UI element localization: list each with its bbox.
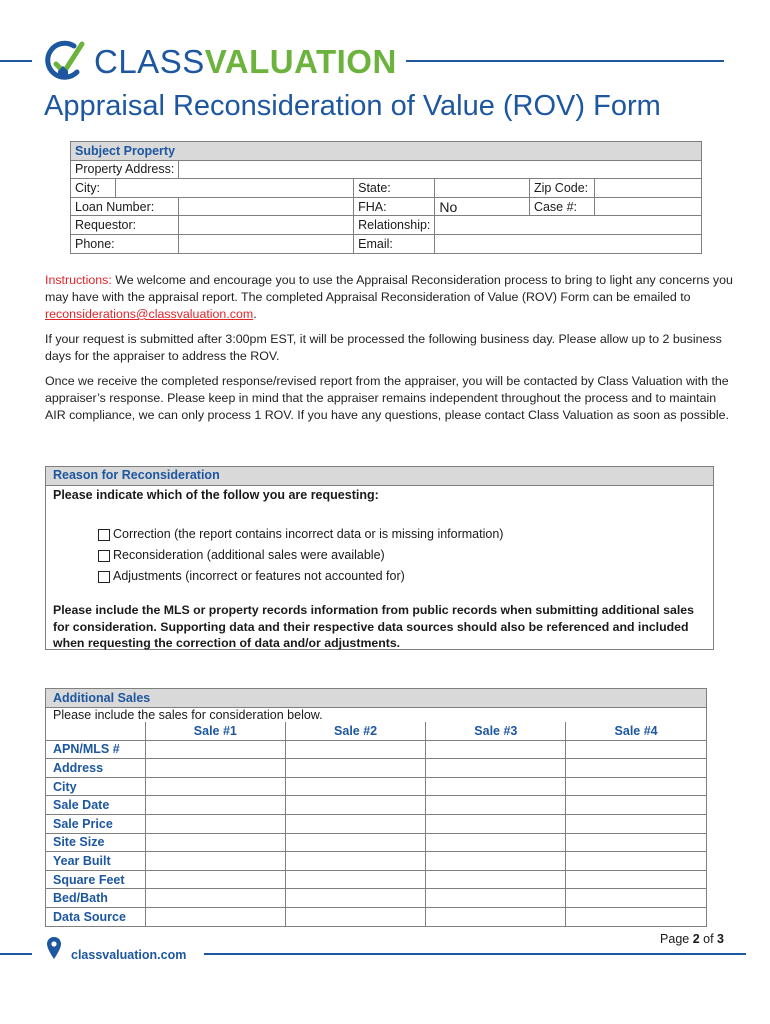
page-number (660, 932, 724, 946)
table-row (46, 777, 707, 796)
requestor-field[interactable] (179, 216, 354, 235)
table-row (46, 740, 707, 759)
relationship-label: Relationship: (354, 216, 435, 235)
table-cell[interactable] (566, 833, 707, 852)
instructions-paragraph-2: If your request is submitted after 3:00pm EST, it will be processed the following business day. Please allow up to 2 business days for the appraiser to address the ROV. (45, 332, 722, 363)
table-cell[interactable] (145, 889, 285, 908)
sale-1-header: Sale #1 (145, 722, 285, 741)
table-cell[interactable] (426, 870, 566, 889)
correction-checkbox[interactable] (98, 529, 110, 541)
row-site-size-label: Site Size (46, 833, 146, 852)
table-cell[interactable] (285, 908, 426, 927)
table-cell[interactable] (145, 833, 285, 852)
logo-class-text: CLASS (94, 42, 205, 80)
table-cell[interactable] (285, 740, 426, 759)
table-cell[interactable] (426, 908, 566, 927)
state-field[interactable] (435, 179, 530, 198)
sales-column-header-row (46, 722, 707, 741)
table-cell[interactable] (145, 852, 285, 871)
option-reconsideration[interactable] (98, 545, 503, 566)
sale-3-header: Sale #3 (426, 722, 566, 741)
additional-sales-heading: Additional Sales (46, 689, 707, 708)
requestor-label: Requestor: (71, 216, 179, 235)
row-bed-bath-label: Bed/Bath (46, 889, 146, 908)
table-cell[interactable] (566, 889, 707, 908)
page-of: of (699, 932, 718, 946)
instructions-paragraph-3: Once we receive the completed response/revised report from the appraiser, you will be contacted by Class Valuation with the appraiser’s response. Please keep in mind that the appraiser remains independent throughout the process and to maintain AIR compliance, we can only process 1 ROV. If you have any questions, please contact Class Valuation as soon as possible. (45, 374, 729, 422)
table-row (46, 908, 707, 927)
reconsiderations-email-link[interactable]: reconsiderations@classvaluation.com (45, 307, 254, 321)
table-row (46, 759, 707, 778)
page-footer (0, 930, 770, 970)
row-address-label: Address (46, 759, 146, 778)
footer-rule-left (0, 953, 32, 955)
table-cell[interactable] (145, 759, 285, 778)
city-label: City: (71, 179, 116, 198)
sale-4-header: Sale #4 (566, 722, 707, 741)
zip-label: Zip Code: (529, 179, 594, 198)
table-cell[interactable] (285, 833, 426, 852)
table-cell[interactable] (285, 796, 426, 815)
table-row (46, 889, 707, 908)
table-cell[interactable] (285, 889, 426, 908)
table-cell[interactable] (285, 852, 426, 871)
phone-label: Phone: (71, 234, 179, 253)
table-cell[interactable] (426, 740, 566, 759)
footer-rule-right (204, 953, 746, 955)
zip-field[interactable] (594, 179, 701, 198)
table-row (46, 815, 707, 834)
email-field[interactable] (435, 234, 702, 253)
reason-question: Please indicate which of the follow you are requesting: (53, 488, 379, 502)
class-valuation-logo (44, 36, 397, 86)
instructions-text: We welcome and encourage you to use the Appraisal Reconsideration process to bring to light any concerns you may have with the appraisal report. The completed Appraisal Reconsideration of Value (ROV) Form can be emailed to (45, 273, 733, 304)
page-prefix: Page (660, 932, 693, 946)
row-square-feet-label: Square Feet (46, 870, 146, 889)
header-rule-right (406, 60, 724, 62)
logo-wordmark (94, 42, 397, 80)
table-cell[interactable] (145, 815, 285, 834)
option-correction[interactable] (98, 524, 503, 545)
table-cell[interactable] (566, 870, 707, 889)
table-cell[interactable] (566, 796, 707, 815)
table-row (46, 796, 707, 815)
table-cell[interactable] (566, 908, 707, 927)
table-cell[interactable] (426, 777, 566, 796)
table-row (46, 833, 707, 852)
instructions-section (45, 272, 735, 432)
reason-section (45, 466, 714, 650)
row-apn-label: APN/MLS # (46, 740, 146, 759)
sale-2-header: Sale #2 (285, 722, 426, 741)
logo-valuation-text: VALUATION (204, 42, 397, 80)
logo-mark-icon (44, 38, 88, 84)
loan-number-label: Loan Number: (71, 197, 179, 216)
instructions-label: Instructions: (45, 273, 112, 287)
page-title: Appraisal Reconsideration of Value (ROV) Form (44, 90, 661, 122)
page-total: 3 (717, 932, 724, 946)
page-header (0, 36, 770, 86)
table-cell[interactable] (285, 759, 426, 778)
state-label: State: (354, 179, 435, 198)
additional-sales-subtitle: Please include the sales for consideration below. (46, 707, 707, 722)
table-cell[interactable] (566, 777, 707, 796)
reconsideration-checkbox[interactable] (98, 550, 110, 562)
row-sale-date-label: Sale Date (46, 796, 146, 815)
table-cell[interactable] (566, 740, 707, 759)
table-cell[interactable] (566, 852, 707, 871)
reason-heading: Reason for Reconsideration (46, 467, 713, 486)
subject-property-heading: Subject Property (71, 142, 702, 161)
instructions-paragraph-1 (45, 272, 735, 323)
subject-property-table (70, 141, 702, 254)
table-row (46, 852, 707, 871)
row-city-label: City (46, 777, 146, 796)
adjustments-checkbox[interactable] (98, 571, 110, 583)
table-cell[interactable] (426, 852, 566, 871)
table-cell[interactable] (145, 908, 285, 927)
page-current: 2 (692, 932, 700, 946)
property-address-field[interactable] (179, 160, 702, 179)
option-adjustments-label: Adjustments (incorrect or features not accounted for) (113, 569, 405, 583)
fha-field[interactable]: No (435, 197, 530, 216)
table-cell[interactable] (145, 777, 285, 796)
table-cell[interactable] (426, 815, 566, 834)
table-cell[interactable] (145, 796, 285, 815)
table-cell[interactable] (426, 759, 566, 778)
email-label: Email: (354, 234, 435, 253)
option-correction-label: Correction (the report contains incorrect data or is missing information) (113, 527, 504, 541)
relationship-field[interactable] (435, 216, 702, 235)
property-address-label: Property Address: (71, 160, 179, 179)
website-link[interactable]: classvaluation.com (71, 948, 187, 962)
case-field[interactable] (594, 197, 701, 216)
sales-corner-cell (46, 722, 146, 741)
row-data-source-label: Data Source (46, 908, 146, 927)
table-cell[interactable] (285, 815, 426, 834)
table-row (46, 870, 707, 889)
option-adjustments[interactable] (98, 566, 503, 587)
phone-field[interactable] (179, 234, 354, 253)
table-cell[interactable] (426, 796, 566, 815)
option-reconsideration-label: Reconsideration (additional sales were available) (113, 548, 385, 562)
table-cell[interactable] (426, 889, 566, 908)
row-year-built-label: Year Built (46, 852, 146, 871)
fha-label: FHA: (354, 197, 435, 216)
table-cell[interactable] (566, 759, 707, 778)
city-field[interactable] (116, 179, 354, 198)
location-pin-icon (47, 937, 61, 959)
table-cell[interactable] (426, 833, 566, 852)
row-sale-price-label: Sale Price (46, 815, 146, 834)
instructions-end: . (253, 307, 257, 321)
table-cell[interactable] (285, 777, 426, 796)
table-cell[interactable] (145, 740, 285, 759)
table-cell[interactable] (285, 870, 426, 889)
reason-note: Please include the MLS or property records information from public records when submitting additional sales for consideration. Supporting data and their respective data sources should also be referenced and included when requesting the correction of data and/or adjustments. (53, 603, 694, 650)
reason-options (98, 524, 503, 587)
additional-sales-table (45, 688, 707, 927)
table-cell[interactable] (566, 815, 707, 834)
loan-number-field[interactable] (179, 197, 354, 216)
table-cell[interactable] (145, 870, 285, 889)
case-label: Case #: (529, 197, 594, 216)
header-rule-left (0, 60, 32, 62)
